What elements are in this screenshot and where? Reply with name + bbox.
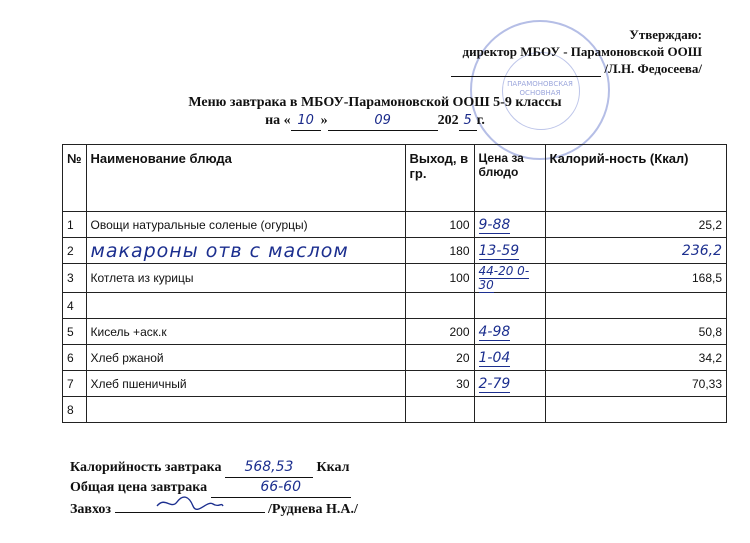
row-price bbox=[474, 212, 545, 238]
calories-handwritten: 236,2 bbox=[681, 242, 722, 259]
header-name: Наименование блюда bbox=[86, 145, 405, 212]
row-price bbox=[474, 345, 545, 371]
row-price bbox=[474, 397, 545, 423]
row-num: 6 bbox=[63, 345, 87, 371]
price-total-value: 66-60 bbox=[260, 479, 301, 495]
calories-total bbox=[225, 458, 313, 478]
row-name: Хлеб ржаной bbox=[86, 345, 405, 371]
menu-table bbox=[62, 144, 727, 423]
price-handwritten: 1-04 bbox=[478, 349, 511, 366]
approval-signature-line bbox=[451, 60, 702, 77]
row-name bbox=[86, 397, 405, 423]
date-year-prefix: 202 bbox=[437, 113, 459, 128]
row-weight bbox=[405, 397, 474, 423]
row-price bbox=[474, 319, 545, 345]
menu-date-line bbox=[0, 112, 750, 131]
header-calories: Калорий-ность (Ккал) bbox=[545, 145, 727, 212]
date-suffix: г. bbox=[476, 113, 485, 128]
row-num: 4 bbox=[63, 293, 87, 319]
row-name: Котлета из курицы bbox=[86, 264, 405, 293]
manager-name: /Руднева Н.А./ bbox=[268, 502, 358, 517]
header-weight: Выход, в гр. bbox=[405, 145, 474, 212]
row-num: 3 bbox=[63, 264, 87, 293]
table-row bbox=[63, 212, 727, 238]
price-total bbox=[211, 478, 351, 498]
row-num: 2 bbox=[63, 238, 87, 264]
seal-text: ПАРАМОНОВСКАЯ ОСНОВНАЯ bbox=[507, 80, 573, 97]
approval-position: директор МБОУ - Парамоновской ООШ bbox=[462, 44, 702, 59]
approval-heading: Утверждаю: bbox=[629, 27, 702, 42]
calories-label: Калорийность завтрака bbox=[70, 460, 222, 475]
summary-block bbox=[70, 458, 358, 519]
menu-title-line: Меню завтрака в МБОУ-Парамоновской ООШ 5-9 классы bbox=[188, 95, 562, 110]
row-calories: 70,33 bbox=[545, 371, 727, 397]
manager-label: Завхоз bbox=[70, 502, 112, 517]
name-handwritten: макароны отв с маслом bbox=[90, 239, 349, 262]
price-handwritten: 9-88 bbox=[478, 216, 511, 233]
price-handwritten: 44-20 0-30 bbox=[478, 264, 530, 292]
row-weight: 20 bbox=[405, 345, 474, 371]
row-calories bbox=[545, 397, 727, 423]
row-num: 8 bbox=[63, 397, 87, 423]
date-quote: » bbox=[320, 113, 328, 128]
summary-calories bbox=[70, 458, 358, 478]
table-row bbox=[63, 319, 727, 345]
date-day: 10 bbox=[291, 112, 321, 131]
menu-title bbox=[0, 94, 750, 131]
table-row bbox=[63, 238, 727, 264]
table-row bbox=[63, 371, 727, 397]
row-calories bbox=[545, 293, 727, 319]
header-num: № bbox=[63, 145, 87, 212]
row-price bbox=[474, 264, 545, 293]
approval-block bbox=[451, 26, 702, 77]
row-weight: 200 bbox=[405, 319, 474, 345]
row-weight: 30 bbox=[405, 371, 474, 397]
summary-manager bbox=[70, 498, 358, 519]
row-calories bbox=[545, 238, 727, 264]
row-name: Хлеб пшеничный bbox=[86, 371, 405, 397]
price-label: Общая цена завтрака bbox=[70, 480, 208, 495]
row-calories: 34,2 bbox=[545, 345, 727, 371]
row-name bbox=[86, 238, 405, 264]
calories-total-value: 568,53 bbox=[244, 459, 294, 475]
signature-scribble bbox=[155, 494, 225, 512]
row-num: 7 bbox=[63, 371, 87, 397]
table-header-row bbox=[63, 145, 727, 212]
row-weight: 100 bbox=[405, 264, 474, 293]
row-calories: 25,2 bbox=[545, 212, 727, 238]
row-name: Овощи натуральные соленые (огурцы) bbox=[86, 212, 405, 238]
row-calories: 168,5 bbox=[545, 264, 727, 293]
table-row bbox=[63, 293, 727, 319]
row-num: 5 bbox=[63, 319, 87, 345]
price-handwritten: 4-98 bbox=[478, 323, 511, 340]
price-handwritten: 13-59 bbox=[478, 242, 520, 259]
row-price bbox=[474, 238, 545, 264]
row-weight: 100 bbox=[405, 212, 474, 238]
price-handwritten: 2-79 bbox=[478, 375, 511, 392]
header-price: Цена за блюдо bbox=[474, 145, 545, 212]
row-price bbox=[474, 371, 545, 397]
table-row bbox=[63, 345, 727, 371]
date-month: 09 bbox=[328, 112, 438, 131]
row-calories: 50,8 bbox=[545, 319, 727, 345]
row-weight bbox=[405, 293, 474, 319]
date-year-digit: 5 bbox=[459, 112, 477, 131]
signature-underline bbox=[451, 64, 601, 77]
row-weight: 180 bbox=[405, 238, 474, 264]
manager-signature bbox=[115, 498, 265, 513]
calories-unit: Ккал bbox=[316, 460, 350, 475]
table-row bbox=[63, 397, 727, 423]
row-num: 1 bbox=[63, 212, 87, 238]
row-name bbox=[86, 293, 405, 319]
row-price bbox=[474, 293, 545, 319]
table-row bbox=[63, 264, 727, 293]
row-name: Кисель +аск.к bbox=[86, 319, 405, 345]
date-prefix: на « bbox=[265, 113, 291, 128]
approval-name: /Л.Н. Федосеева/ bbox=[604, 61, 702, 76]
